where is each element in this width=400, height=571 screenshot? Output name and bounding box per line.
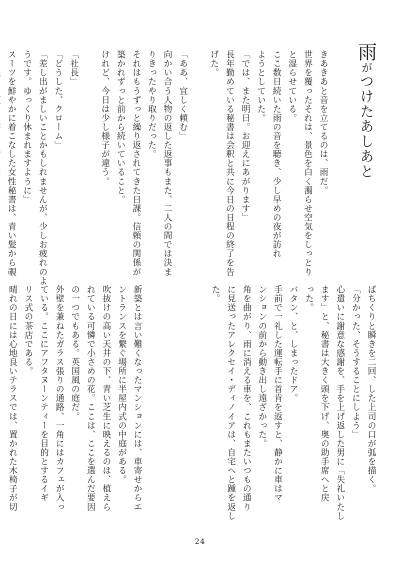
text-column: に見送ったアレクセイ・ディノイアは、自宅へと踵を返し	[225, 285, 236, 521]
text-column: ます」と、秘書は大きく頭を下げ、奥の助手席へと戻	[319, 285, 330, 503]
text-column: ている。ここにアフタヌーンティーを目的とするイギ	[38, 285, 49, 503]
title-particle: が	[360, 62, 373, 74]
text-column: と湿らせている。	[286, 50, 297, 123]
text-column: ントランスを繋ぐ場所に半屋内式の中庭がある。	[116, 285, 127, 485]
text-block-top	[6, 50, 330, 286]
text-column: れている可憐で小さめの花。ここは、ここを選んだ要因	[85, 285, 96, 512]
text-column: ぱちくりと瞬きを二回、した上司の口が弧を描く。	[366, 285, 376, 494]
text-column: りきったやり取りだった。	[146, 50, 157, 159]
text-column: 「分かった、そうすることにしよう」	[350, 285, 361, 439]
text-column: った。	[303, 285, 314, 313]
text-column: 世界を覆ったそれは、景色を白く濁らせ空気をしっとり	[302, 50, 313, 277]
text-column: それはもうずっと繰り返されてきた日課。信頼の関係が	[130, 50, 141, 277]
text-column: た。	[210, 285, 221, 304]
text-column: の一つでもある。英国風の庭だ。	[69, 285, 80, 421]
text-column: バタン、と、しまったドア。	[288, 285, 299, 403]
text-column: 角を曲がり、雨に消える車を、これもまたいつもの通り	[241, 285, 252, 512]
text-column: うです。ゆっくり休まれますように」	[21, 50, 32, 204]
text-column: 晴れの日には心地良いテラスでは、置かれた木椅子が切	[7, 285, 18, 512]
text-column: 外壁を兼ねたガラス張りの通路、一角にはカフェが入っ	[54, 285, 65, 512]
page-number: 24	[194, 537, 206, 546]
text-column	[190, 50, 206, 263]
text-column: けれど、今日は少し様子が違う。	[99, 50, 110, 186]
text-column: スーツを鮮やかに着こなした女性秘書は、青い髪から覗	[6, 50, 17, 277]
chapter-title	[332, 42, 380, 282]
text-column	[160, 285, 176, 527]
text-column: 「ああ、宜しく頼む」	[177, 50, 188, 141]
text-column: 「どうした、クローム」	[52, 50, 63, 150]
text-column: 築かれずっと前から続いていること。	[115, 50, 126, 204]
text-column: ようとしていた。	[255, 50, 266, 123]
text-column	[175, 285, 191, 527]
text-column: 吹抜けの高い天井の下、青い芝生に映えるのは、植えら	[100, 285, 111, 512]
text-column: 「社長」	[68, 50, 79, 87]
text-column	[81, 50, 97, 263]
text-column	[191, 285, 207, 527]
text-column: 心遣いに謝意な感謝を、手を上げ返した男に「失礼いたし	[334, 285, 345, 521]
text-column: 新築とは言い難くなったマンションには、車寄せからエ	[132, 285, 143, 512]
text-column: 「では、また明日。お迎えにあがります」	[240, 50, 251, 222]
text-column: リス式の茶店である。	[22, 285, 33, 376]
title-rain: 雨	[355, 42, 377, 62]
title-rest: つけたあしあと	[358, 74, 374, 179]
text-column	[144, 285, 160, 527]
text-column: 長年勤めている秘書は会釈と共に今日の日程の終了を告	[224, 50, 235, 277]
text-column: 向かい合う人物の返した返事もまた、二人の間では決ま	[162, 50, 173, 277]
text-column: げた。	[208, 50, 219, 78]
text-column: 「差し出がましいことかもしれませんが、少しお疲れのよ	[37, 50, 48, 286]
text-column: きあきあと音を立てるのは、雨だ。	[318, 50, 328, 195]
text-column: ンションの前から動き出し遠ざかった。	[256, 285, 267, 448]
text-column: 手前で一礼した運転手に首肯を返すと、静かに車はマ	[272, 285, 283, 503]
text-block-bottom	[7, 285, 378, 527]
text-column: ここ数日続いた雨の音を聴き、少し早めの夜が訪れ	[271, 50, 282, 259]
